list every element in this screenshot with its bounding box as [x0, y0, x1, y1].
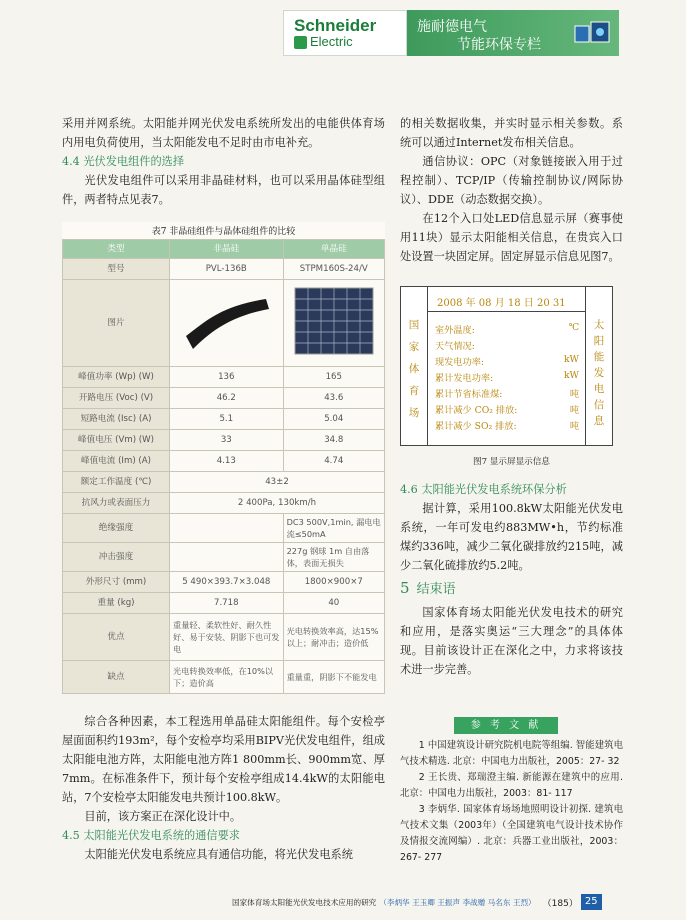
- figure-7-caption: 图7 显示屏显示信息: [473, 457, 550, 467]
- panel-left-label: 国 家 体 育 场: [401, 287, 428, 445]
- section-5-heading: 5 结束语: [400, 579, 456, 597]
- panel-row: 现发电功率: kW: [435, 354, 579, 368]
- right-column-lower: [400, 451, 623, 679]
- table-row: 峰值功率 (Wp) (W) 136 165: [63, 367, 385, 388]
- right-para-4: 据计算，采用100.8kW太阳能光伏发电系统，一年可发电约883MW•h，节约标准煤约336吨，减少二氧化碳排放约215吨，减少二氧化硫排放约5.2吨。: [400, 502, 623, 572]
- left-column-lower: [62, 712, 385, 864]
- reference-item: 3 李炳华. 国家体育场场地照明设计初探. 建筑电气技术文集（2003年）（全国建筑电气设计技术协作及情报交流网编）. 北京：兵器工业出版社，2003：267- 277: [400, 804, 623, 863]
- table-row: 额定工作温度 (℃) 43±2: [63, 472, 385, 493]
- header-type: 类型: [63, 240, 170, 259]
- left-para-1: 采用并网系统。太阳能并网光伏发电系统所发出的电能供体育场内用电负荷使用，当太阳能发电不足时由市电补充。: [62, 117, 385, 149]
- right-para-1: 的相关数据收集，并实时显示相关参数。系统可以通过Internet发布相关信息。: [400, 117, 623, 149]
- table-row: 峰值电流 (Im) (A) 4.13 4.74: [63, 451, 385, 472]
- left-column: [62, 114, 385, 209]
- panel-row: 累计减少 SO₂ 排放: 吨: [435, 421, 579, 432]
- right-para-2: 通信协议：OPC（对象链接嵌入用于过程控制）、TCP/IP（传输控制协议/网际协议）、DDE（动态数据交换）。: [400, 155, 623, 206]
- table-row: 型号 PVL-136B STPM160S-24/V: [63, 259, 385, 280]
- devices-illustration-icon: [573, 18, 613, 48]
- footer-authors: （李炳华 王玉卿 王振声 李战赠 马名东 王烈）: [379, 897, 536, 907]
- amorphous-panel-image: [170, 280, 284, 367]
- section-4-5-heading: 4.5 太阳能光伏发电系统的通信要求: [62, 829, 240, 842]
- comparison-table: [62, 239, 385, 694]
- footer-title: 国家体育场太阳能光伏发电技术应用的研究: [232, 897, 377, 907]
- panel-row: 室外温度: ℃: [435, 322, 579, 336]
- slogan-line1: 施耐德电气: [417, 19, 487, 35]
- sponsor-banner: [283, 10, 619, 56]
- table-row: 抗风力或表面压力 2 400Pa, 130km/h: [63, 493, 385, 514]
- left-para-5: 太阳能光伏发电系统应具有通信功能，将光伏发电系统: [84, 848, 353, 861]
- panel-row: 天气情况:: [435, 341, 475, 352]
- right-para-3: 在12个入口处LED信息显示屏（赛事使用11块）显示太阳能相关信息，在贵宾入口处设置一块固定屏。固定屏显示信息见图7。: [400, 212, 623, 263]
- references-title: 参 考 文 献: [454, 717, 558, 734]
- panel-row: 累计发电功率: kW: [435, 370, 579, 384]
- section-4-6-heading: 4.6 太阳能光伏发电系统环保分析: [400, 483, 567, 496]
- footer-page: （185）: [542, 898, 578, 909]
- right-column: [400, 114, 623, 266]
- brand-sub: Electric: [310, 34, 353, 49]
- led-display-panel: [400, 286, 613, 446]
- slogan-line2: 节能环保专栏: [457, 37, 541, 53]
- page-number-box: 25: [581, 894, 602, 910]
- table-row: 峰值电压 (Vm) (W) 33 34.8: [63, 430, 385, 451]
- table-row: 优点 重量轻、柔软性好、耐久性好、易于安装、阴影下也可发电 光电转换效率高，达15%以上；耐冲击；造价低: [63, 614, 385, 661]
- slogan-panel: [407, 10, 619, 56]
- table-row: 开路电压 (Voc) (V) 46.2 43.6: [63, 388, 385, 409]
- reference-item: 1 中国建筑设计研究院机电院等组编. 智能建筑电气技术精选. 北京：中国电力出版社，2005：27- 32: [400, 740, 623, 767]
- header-amorphous: 非晶硅: [170, 240, 284, 259]
- references-list: [400, 738, 623, 866]
- panel-row: 累计节省标准煤: 吨: [435, 389, 579, 400]
- table-row: 冲击强度 227g 钢球 1m 自由落体，表面无损失: [63, 543, 385, 572]
- table-row: 绝缘强度 DC3 500V,1min, 漏电电流≤50mA: [63, 514, 385, 543]
- header-mono: 单晶硅: [283, 240, 384, 259]
- panel-row: 累计减少 CO₂ 排放: 吨: [435, 405, 579, 416]
- table-row: 缺点 光电转换效率低，在10%以下；造价高 重量重，阴影下不能发电: [63, 661, 385, 694]
- page-footer: [232, 894, 602, 910]
- table-row: 重量 (kg) 7.718 40: [63, 593, 385, 614]
- table-row-images: 图片: [63, 280, 385, 367]
- reference-item: 2 王长贵、郑瑞澄主编. 新能源在建筑中的应用. 北京：中国电力出版社，2003：81- 117: [400, 772, 623, 799]
- left-para-2: 光伏发电组件可以采用非晶硅材料，也可以采用晶体硅型组件，两者特点见表7。: [62, 174, 385, 206]
- panel-right-label: 太 阳 能 发 电 信 息: [585, 287, 612, 445]
- mono-panel-image: [283, 280, 384, 367]
- left-para-4: 目前，该方案正在深化设计中。: [84, 810, 242, 823]
- table-row: 短路电流 (Isc) (A) 5.1 5.04: [63, 409, 385, 430]
- flexible-panel-icon: [181, 291, 271, 351]
- panel-date: 2008 年 08 月 18 日 20 31: [437, 298, 566, 309]
- crystalline-panel-icon: [293, 286, 375, 356]
- section-4-4-heading: 4.4 光伏发电组件的选择: [62, 155, 185, 168]
- table-7-caption: 表7 非晶硅组件与晶体硅组件的比较: [151, 227, 296, 237]
- brand-name: Schneider: [294, 16, 377, 35]
- se-logo-icon: [294, 36, 307, 49]
- schneider-logo: [283, 10, 407, 56]
- left-para-3: 综合各种因素，本工程选用单晶硅太阳能组件。每个安检亭屋面面积约193m²，每个安检亭均采用BIPV光伏发电组件，组成太阳能电池方阵，太阳能电池方阵1 800mm长、900mm宽、厚7mm。在标准条件下，预计每个安检亭组成14.4kW的太阳能电站，7个安检亭太阳能发电共预计100.8kW。: [62, 715, 385, 804]
- table-header-row: [63, 240, 385, 259]
- right-para-5: 国家体育场太阳能光伏发电技术的研究和应用，是落实奥运“三大理念”的具体体现。目前该设计正在深化之中，力求将该技术进一步完善。: [400, 606, 623, 676]
- table-7: [62, 222, 385, 694]
- table-row: 外形尺寸 (mm) 5 490×393.7×3.048 1800×900×7: [63, 572, 385, 593]
